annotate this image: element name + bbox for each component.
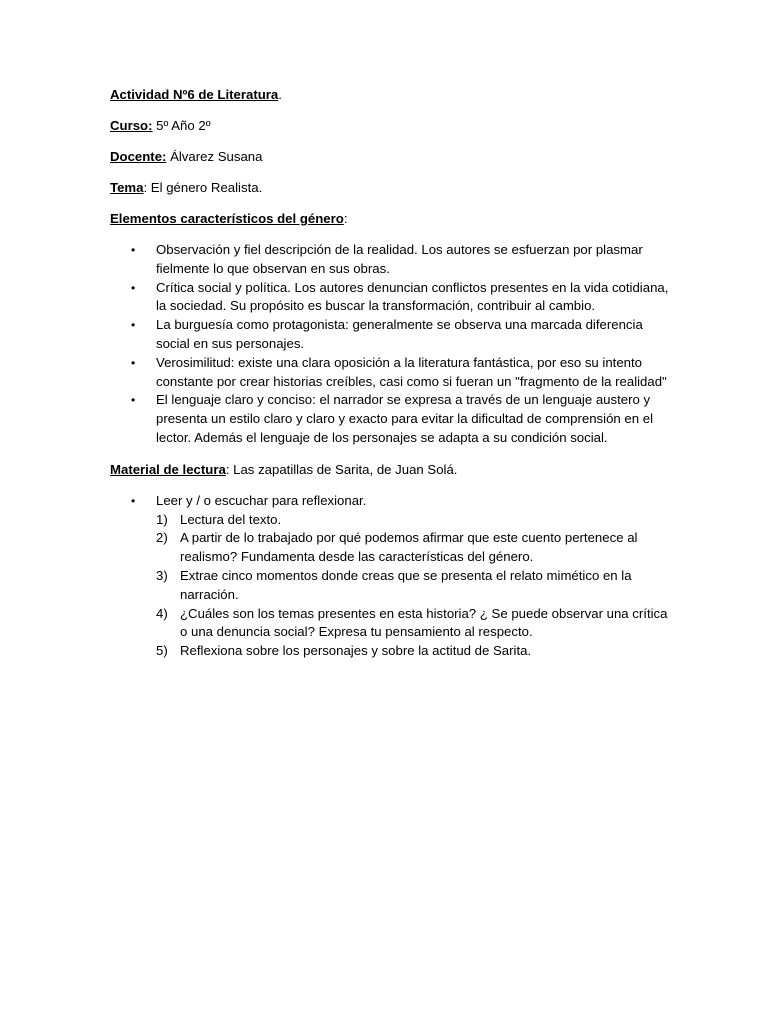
list-item — [110, 316, 670, 354]
bullet-icon: • — [131, 493, 136, 508]
bullet-icon: • — [131, 243, 136, 257]
step-text: Reflexiona sobre los personajes y sobre la actitud de Sarita. — [180, 643, 532, 659]
material-value: : Las zapatillas de Sarita, de Juan Solá. — [225, 461, 458, 477]
step-text: Extrae cinco momentos donde creas que se presenta el relato mimético en la narración. — [180, 567, 632, 602]
step-number: 2) — [156, 530, 168, 546]
bullet-icon: • — [131, 280, 136, 295]
bullet-icon: • — [131, 355, 136, 370]
elements-list — [110, 241, 670, 448]
step-number: 4) — [156, 605, 168, 621]
topic-line — [110, 179, 670, 197]
list-item-text: Verosimilitud: existe una clara oposición a la literatura fantástica, por eso su intento constante por crear historias creíbles, casi como si fueran un "fragmento de la realidad" — [156, 354, 667, 389]
list-item-text: Crítica social y política. Los autores denuncian conflictos presentes en la vida cotidiana, la sociedad. Su propósito es buscar la transformación, contribuir al cambio. — [156, 279, 669, 314]
list-item — [110, 492, 670, 511]
step-text: Lectura del texto. — [180, 511, 282, 527]
activity-title-suffix: . — [278, 87, 282, 102]
bullet-icon: • — [131, 393, 136, 408]
list-item — [110, 391, 670, 447]
step-item — [110, 511, 670, 530]
material-label: Material de lectura — [110, 461, 226, 477]
activity-intro: Leer y / o escuchar para reflexionar. — [156, 492, 367, 508]
activity-list — [110, 492, 670, 511]
step-number: 3) — [156, 567, 168, 583]
step-item — [110, 529, 670, 567]
teacher-line — [110, 148, 670, 166]
list-item-text: La burguesía como protagonista: generalmente se observa una marcada diferencia social en sus personajes. — [156, 317, 643, 351]
list-item — [110, 354, 670, 392]
activity-steps — [110, 511, 670, 661]
course-line — [110, 117, 670, 135]
step-text: A partir de lo trabajado por qué podemos afirmar que este cuento pertenece al realismo? Fundamenta desde las características del género. — [180, 530, 638, 565]
topic-label: Tema — [110, 180, 144, 195]
bullet-icon: • — [131, 318, 136, 333]
teacher-label: Docente: — [110, 149, 167, 164]
elements-heading: Elementos característicos del género — [110, 211, 344, 226]
list-item — [110, 241, 670, 279]
activity-title: Actividad Nº6 de Literatura — [110, 87, 279, 102]
elements-heading-suffix: : — [343, 211, 348, 226]
elements-heading-line — [110, 210, 670, 228]
topic-value: : El género Realista. — [143, 180, 263, 195]
teacher-value: Álvarez Susana — [166, 149, 263, 164]
step-item — [110, 605, 670, 643]
course-label: Curso: — [110, 118, 153, 133]
step-item — [110, 567, 670, 605]
activity-title-line — [110, 86, 670, 104]
course-value: 5º Año 2º — [152, 118, 211, 133]
list-item-text: El lenguaje claro y conciso: el narrador se expresa a través de un lenguaje austero y presenta un estilo claro y claro y exacto para evitar la dificultad de comprensión en el lector. Además el lenguaje de los personajes se adapta a su condición social. — [156, 392, 653, 445]
step-item — [110, 642, 670, 661]
list-item-text: Observación y fiel descripción de la realidad. Los autores se esfuerzan por plasmar fielmente lo que observan en sus obras. — [156, 242, 643, 276]
list-item — [110, 279, 670, 317]
material-line — [110, 461, 670, 479]
step-text: ¿Cuáles son los temas presentes en esta historia? ¿ Se puede observar una crítica o una denuncia social? Expresa tu pensamiento al respecto. — [180, 605, 668, 640]
document-page — [110, 86, 670, 661]
step-number: 5) — [156, 643, 168, 659]
step-number: 1) — [156, 511, 168, 527]
